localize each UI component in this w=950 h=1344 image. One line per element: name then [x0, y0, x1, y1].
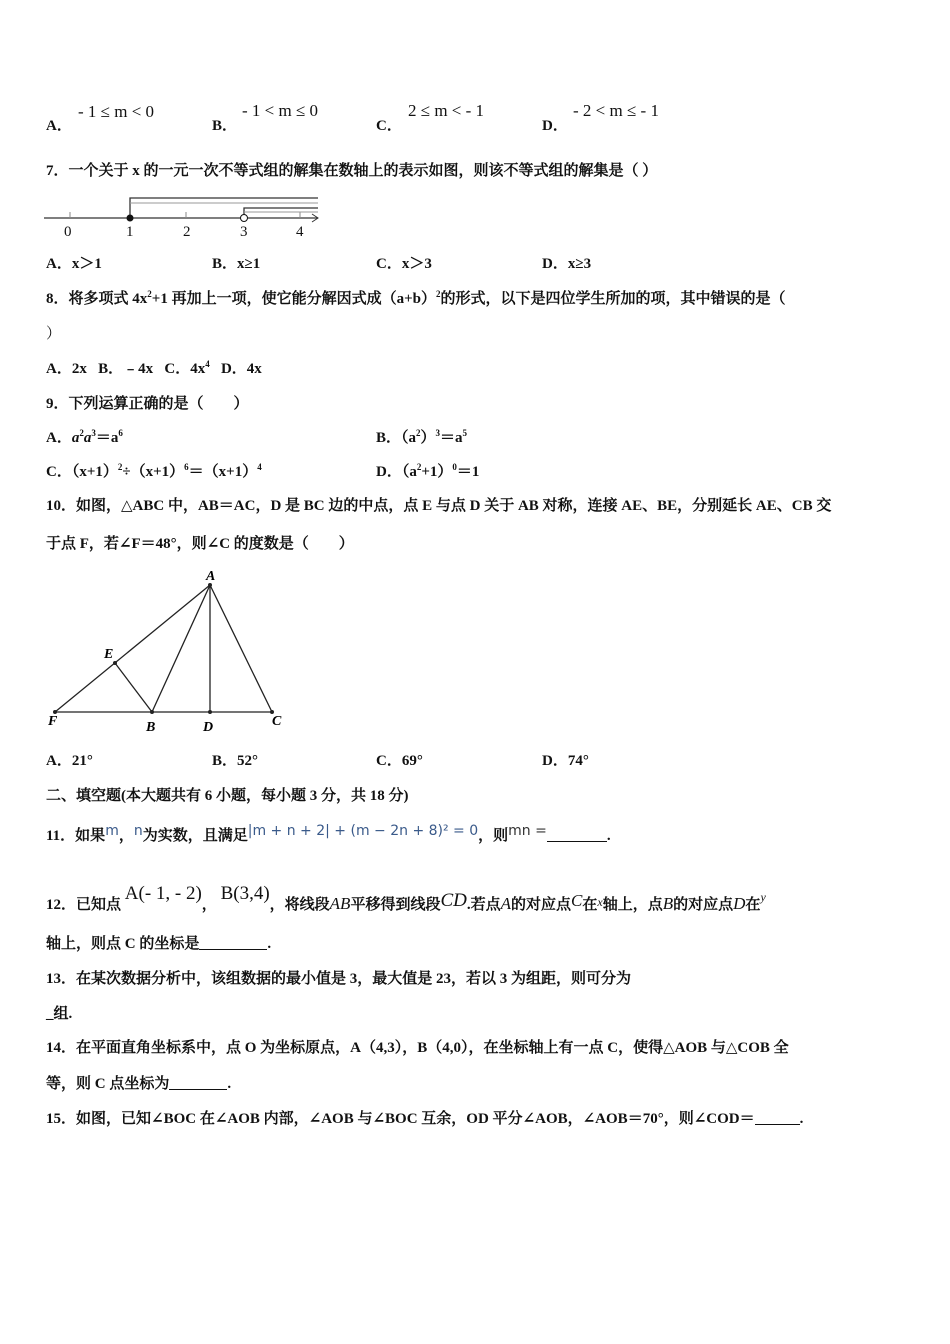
- q6-option-c: C．: [376, 118, 402, 134]
- point-a: A(- 1, - 2): [124, 883, 202, 904]
- q9-option-a: [46, 428, 123, 448]
- q13-text-line2: _组.: [46, 1006, 73, 1022]
- q14-text-line2: [46, 1074, 231, 1094]
- q8-text: [46, 289, 785, 309]
- q8-option-d: D．4x: [220, 361, 262, 377]
- label-C: C: [272, 714, 282, 729]
- var: B: [662, 894, 674, 913]
- sup: 2: [117, 462, 123, 472]
- tick-label: 2: [183, 224, 191, 240]
- var: CD: [440, 890, 467, 911]
- q6-option-d: D．: [542, 118, 568, 134]
- t: 轴上，则点 C 的坐标是: [46, 936, 200, 952]
- t: a: [83, 430, 92, 446]
- sup: 3: [435, 428, 441, 438]
- sup: 4: [205, 359, 210, 369]
- t: ，: [118, 828, 134, 844]
- t: ÷（x+1）: [122, 464, 185, 480]
- t: 在: [745, 897, 761, 913]
- t: .: [606, 828, 611, 844]
- t: 11．如果: [46, 828, 106, 844]
- q6-option-a: [46, 116, 72, 136]
- q11-text: [46, 821, 611, 846]
- var: mn =: [508, 823, 547, 839]
- var: D: [733, 894, 746, 913]
- sup: 2: [416, 428, 421, 438]
- t: +1）: [421, 464, 453, 480]
- t: .: [227, 1076, 232, 1092]
- answer-blank[interactable]: [199, 935, 267, 950]
- q13-text-line1: 13．在某次数据分析中，该组数据的最小值是 3，最大值是 23，若以 3 为组距，则可分为: [46, 971, 632, 987]
- q10-option-a: A．21°: [46, 753, 93, 769]
- q8-option-c: C．4x: [164, 361, 206, 377]
- sup: 6: [184, 462, 189, 472]
- q6-option-c-expr: 2 ≤ m < - 1: [408, 101, 485, 120]
- var: AB: [329, 894, 351, 913]
- text: 的形式，以下是四位学生所加的项，其中错误的是（: [440, 291, 786, 307]
- closed-point: [127, 215, 134, 222]
- t: 15．如图，已知∠BOC 在∠AOB 内部，∠AOB 与∠BOC 互余，OD 平分∠AOB，∠AOB＝70°，则∠COD＝: [46, 1111, 755, 1127]
- text: 8．将多项式 4x: [46, 291, 148, 307]
- t: ＝a: [95, 430, 119, 446]
- q9-option-d: [376, 462, 479, 482]
- var: y: [760, 890, 766, 904]
- var: m: [105, 823, 119, 839]
- var: C: [571, 891, 583, 910]
- t: a: [71, 430, 80, 446]
- q10-option-c: C．69°: [376, 753, 423, 769]
- label-E: E: [104, 647, 114, 662]
- tick-label: 3: [240, 224, 248, 240]
- q10-option-b: B．52°: [212, 753, 259, 769]
- q8-options: [46, 359, 262, 379]
- var: x: [597, 895, 603, 909]
- sup: 3: [91, 428, 96, 438]
- q6-option-b-expr: - 1 < m ≤ 0: [242, 101, 319, 120]
- section-heading: 二、填空题(本大题共有 6 小题，每小题 3 分，共 18 分): [46, 788, 409, 804]
- sup: 0: [452, 462, 457, 472]
- t: 平移得到线段: [350, 897, 441, 913]
- label-F: F: [48, 714, 58, 729]
- q8-close-paren: ）: [46, 326, 62, 342]
- answer-blank[interactable]: [547, 827, 607, 842]
- q7-option-b: B．x≥1: [212, 256, 261, 272]
- q10-text-line1: 10．如图，△ABC 中，AB＝AC，D 是 BC 边的中点，点 E 与点 D 关于 AB 对称，连接 AE、BE，分别延长 AE、CB 交: [46, 498, 832, 514]
- label-A: A: [206, 569, 216, 584]
- q6-option-b: B．: [212, 118, 238, 134]
- var: n: [133, 823, 143, 839]
- t: ，: [201, 897, 217, 913]
- q12-text-line2: [46, 934, 271, 954]
- q6-option-d-expr: - 2 < m ≤ - 1: [573, 101, 659, 120]
- equation: |m + n + 2| + (m − 2n + 8)² = 0: [247, 823, 479, 839]
- var: A: [500, 894, 512, 913]
- t: ，将线段: [269, 897, 330, 913]
- q10-text-line2: 于点 F，若∠F＝48°，则∠C 的度数是（ ）: [46, 536, 354, 552]
- open-point: [241, 215, 248, 222]
- label: B．（a: [376, 430, 417, 446]
- sup: 6: [118, 428, 123, 438]
- q7-option-c: C．x＞3: [376, 256, 432, 272]
- t: 在: [582, 897, 598, 913]
- t: .: [799, 1111, 804, 1127]
- t: 轴上，点: [602, 897, 663, 913]
- t: .若点: [466, 897, 501, 913]
- label-D: D: [203, 720, 214, 735]
- point-b: B(3,4): [220, 883, 270, 904]
- q9-text: 9．下列运算正确的是（ ）: [46, 396, 249, 412]
- t: ＝a: [440, 430, 463, 446]
- label: D．（a: [376, 464, 417, 480]
- label-B: B: [146, 720, 156, 735]
- text: +1 再加上一项，使它能分解因式成（a+b）: [151, 291, 436, 307]
- q8-option-b: B．﹣4x: [98, 361, 154, 377]
- q8-option-a: A．2x: [46, 361, 87, 377]
- q6-option-a-expr: - 1 ≤ m < 0: [78, 102, 155, 121]
- q15-text: [46, 1109, 803, 1129]
- t: ，则: [478, 828, 509, 844]
- tick-label: 0: [64, 224, 72, 240]
- tick-label: 1: [126, 224, 134, 240]
- t: 等，则 C 点坐标为: [46, 1076, 170, 1092]
- t: ＝1: [456, 464, 480, 480]
- t: 的对应点: [673, 897, 734, 913]
- q12-text: [46, 884, 766, 915]
- q14-text-line1: 14．在平面直角坐标系中，点 O 为坐标原点，A（4,3），B（4,0），在坐标轴上有一点 C，使得△AOB 与△COB 全: [46, 1040, 789, 1056]
- option-label: A．: [46, 118, 72, 134]
- q10-option-d: D．74°: [542, 753, 589, 769]
- answer-blank[interactable]: [755, 1110, 800, 1125]
- sup: 5: [462, 428, 468, 438]
- sup: 2: [147, 289, 152, 299]
- triangle-figure: [40, 565, 300, 740]
- sup: 2: [435, 289, 441, 299]
- sup: 2: [416, 462, 422, 472]
- q7-option-a: A．x＞1: [46, 256, 102, 272]
- t: 的对应点: [511, 897, 572, 913]
- q9-option-c: [46, 462, 262, 482]
- q9-option-b: [376, 428, 467, 448]
- t: 12．已知点: [46, 897, 122, 913]
- label: A．: [46, 430, 72, 446]
- t: 为实数，且满足: [142, 828, 248, 844]
- tick-label: 4: [296, 224, 304, 240]
- answer-blank[interactable]: [169, 1075, 227, 1090]
- t: ＝（x+1）: [188, 464, 258, 480]
- t: ）: [420, 430, 436, 446]
- label: C．（x+1）: [46, 464, 118, 480]
- sup: 2: [79, 428, 84, 438]
- t: .: [267, 936, 272, 952]
- q7-text: 7．一个关于 x 的一元一次不等式组的解集在数轴上的表示如图，则该不等式组的解集是（ ）: [46, 163, 658, 179]
- q7-option-d: D．x≥3: [542, 256, 592, 272]
- solution-bracket-2: [244, 208, 318, 218]
- sup: 4: [257, 462, 262, 472]
